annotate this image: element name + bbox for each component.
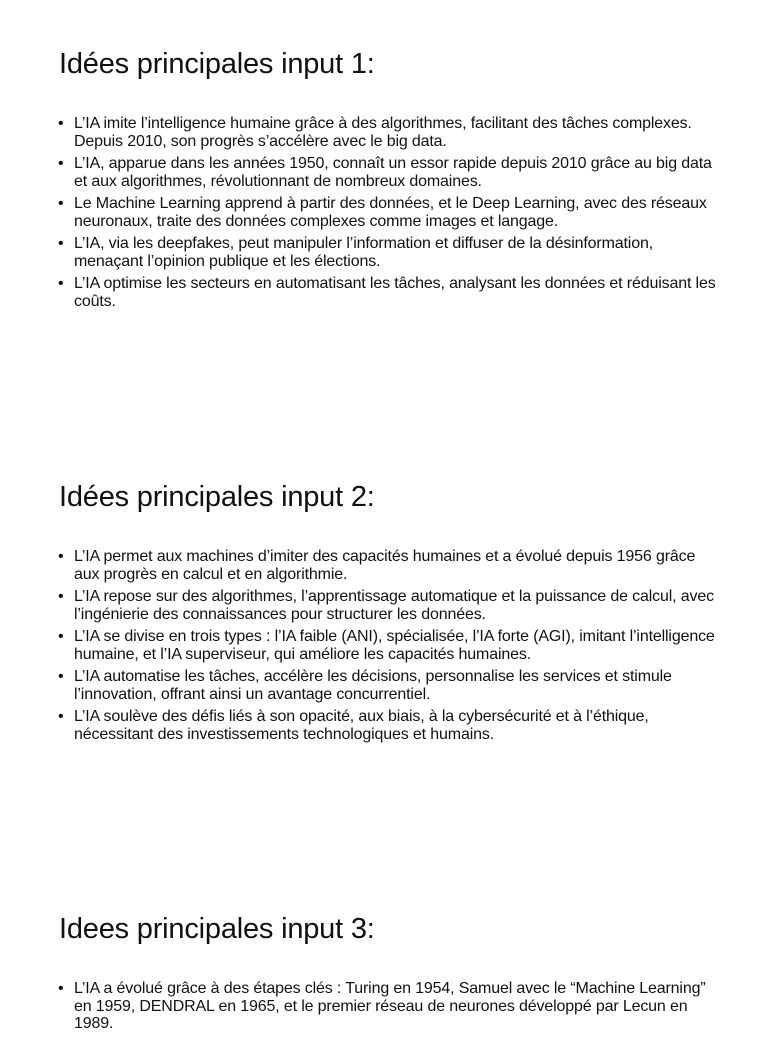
- bullet-item: [58, 548, 718, 583]
- bullet-icon: •: [58, 155, 64, 172]
- bullet-item: [58, 980, 718, 1033]
- bullet-item: [58, 235, 718, 270]
- bullet-text: L’IA, via les deepfakes, peut manipuler l’information et diffuser de la désinformation, menaçant l’opinion publique et les élections.: [74, 235, 653, 270]
- section-input-2: [0, 478, 768, 743]
- bullet-icon: •: [58, 235, 64, 252]
- bullet-item: [58, 668, 718, 703]
- bullet-item: [58, 275, 718, 310]
- section-input-1: [0, 45, 768, 310]
- bullet-text: L’IA a évolué grâce à des étapes clés : Turing en 1954, Samuel avec le “Machine Learning” en 1959, DENDRAL en 1965, et le premier réseau de neurones développé par Lecun en 1989.: [74, 980, 706, 1032]
- bullet-icon: •: [58, 195, 64, 212]
- bullet-text: L’IA automatise les tâches, accélère les décisions, personnalise les services et stimule l’innovation, offrant ainsi un avantage concurrentiel.: [74, 668, 672, 703]
- bullet-text: L’IA repose sur des algorithmes, l’apprentissage automatique et la puissance de calcul, avec l’ingénierie des connaissances pour structurer les données.: [74, 588, 714, 623]
- bullet-icon: •: [58, 548, 64, 565]
- bullet-item: [58, 628, 718, 663]
- bullet-list: [58, 115, 718, 315]
- section-input-3: [0, 910, 768, 1032]
- bullet-text: L’IA optimise les secteurs en automatisant les tâches, analysant les données et réduisant les coûts.: [74, 275, 716, 310]
- bullet-item: [58, 155, 718, 190]
- bullet-text: L’IA imite l’intelligence humaine grâce à des algorithmes, facilitant des tâches complexes. Depuis 2010, son progrès s’accélère avec le big data.: [74, 115, 692, 150]
- bullet-item: [58, 588, 718, 623]
- bullet-icon: •: [58, 980, 64, 997]
- bullet-item: [58, 115, 718, 150]
- bullet-icon: •: [58, 115, 64, 132]
- bullet-item: [58, 195, 718, 230]
- bullet-icon: •: [58, 275, 64, 292]
- bullet-icon: •: [58, 628, 64, 645]
- bullet-text: L’IA soulève des défis liés à son opacité, aux biais, à la cybersécurité et à l’éthique, nécessitant des investissements technologiques et humains.: [74, 708, 649, 743]
- section-heading: Idées principales input 1:: [59, 48, 375, 80]
- bullet-icon: •: [58, 708, 64, 725]
- section-heading: Idees principales input 3:: [59, 913, 375, 945]
- bullet-list: [58, 548, 718, 748]
- bullet-text: L’IA permet aux machines d’imiter des capacités humaines et a évolué depuis 1956 grâce aux progrès en calcul et en algorithmie.: [74, 548, 696, 583]
- bullet-icon: •: [58, 588, 64, 605]
- bullet-text: L’IA se divise en trois types : l’IA faible (ANI), spécialisée, l’IA forte (AGI), imitant l’intelligence humaine, et l’IA superviseur, qui améliore les capacités humaines.: [74, 628, 715, 663]
- bullet-list: [58, 980, 718, 1038]
- bullet-icon: •: [58, 668, 64, 685]
- bullet-text: Le Machine Learning apprend à partir des données, et le Deep Learning, avec des réseaux neuronaux, traite des données complexes comme images et langage.: [74, 195, 707, 230]
- section-heading: Idées principales input 2:: [59, 481, 375, 513]
- bullet-item: [58, 708, 718, 743]
- bullet-text: L’IA, apparue dans les années 1950, connaît un essor rapide depuis 2010 grâce au big data et aux algorithmes, révolutionnant de nombreux domaines.: [74, 155, 712, 190]
